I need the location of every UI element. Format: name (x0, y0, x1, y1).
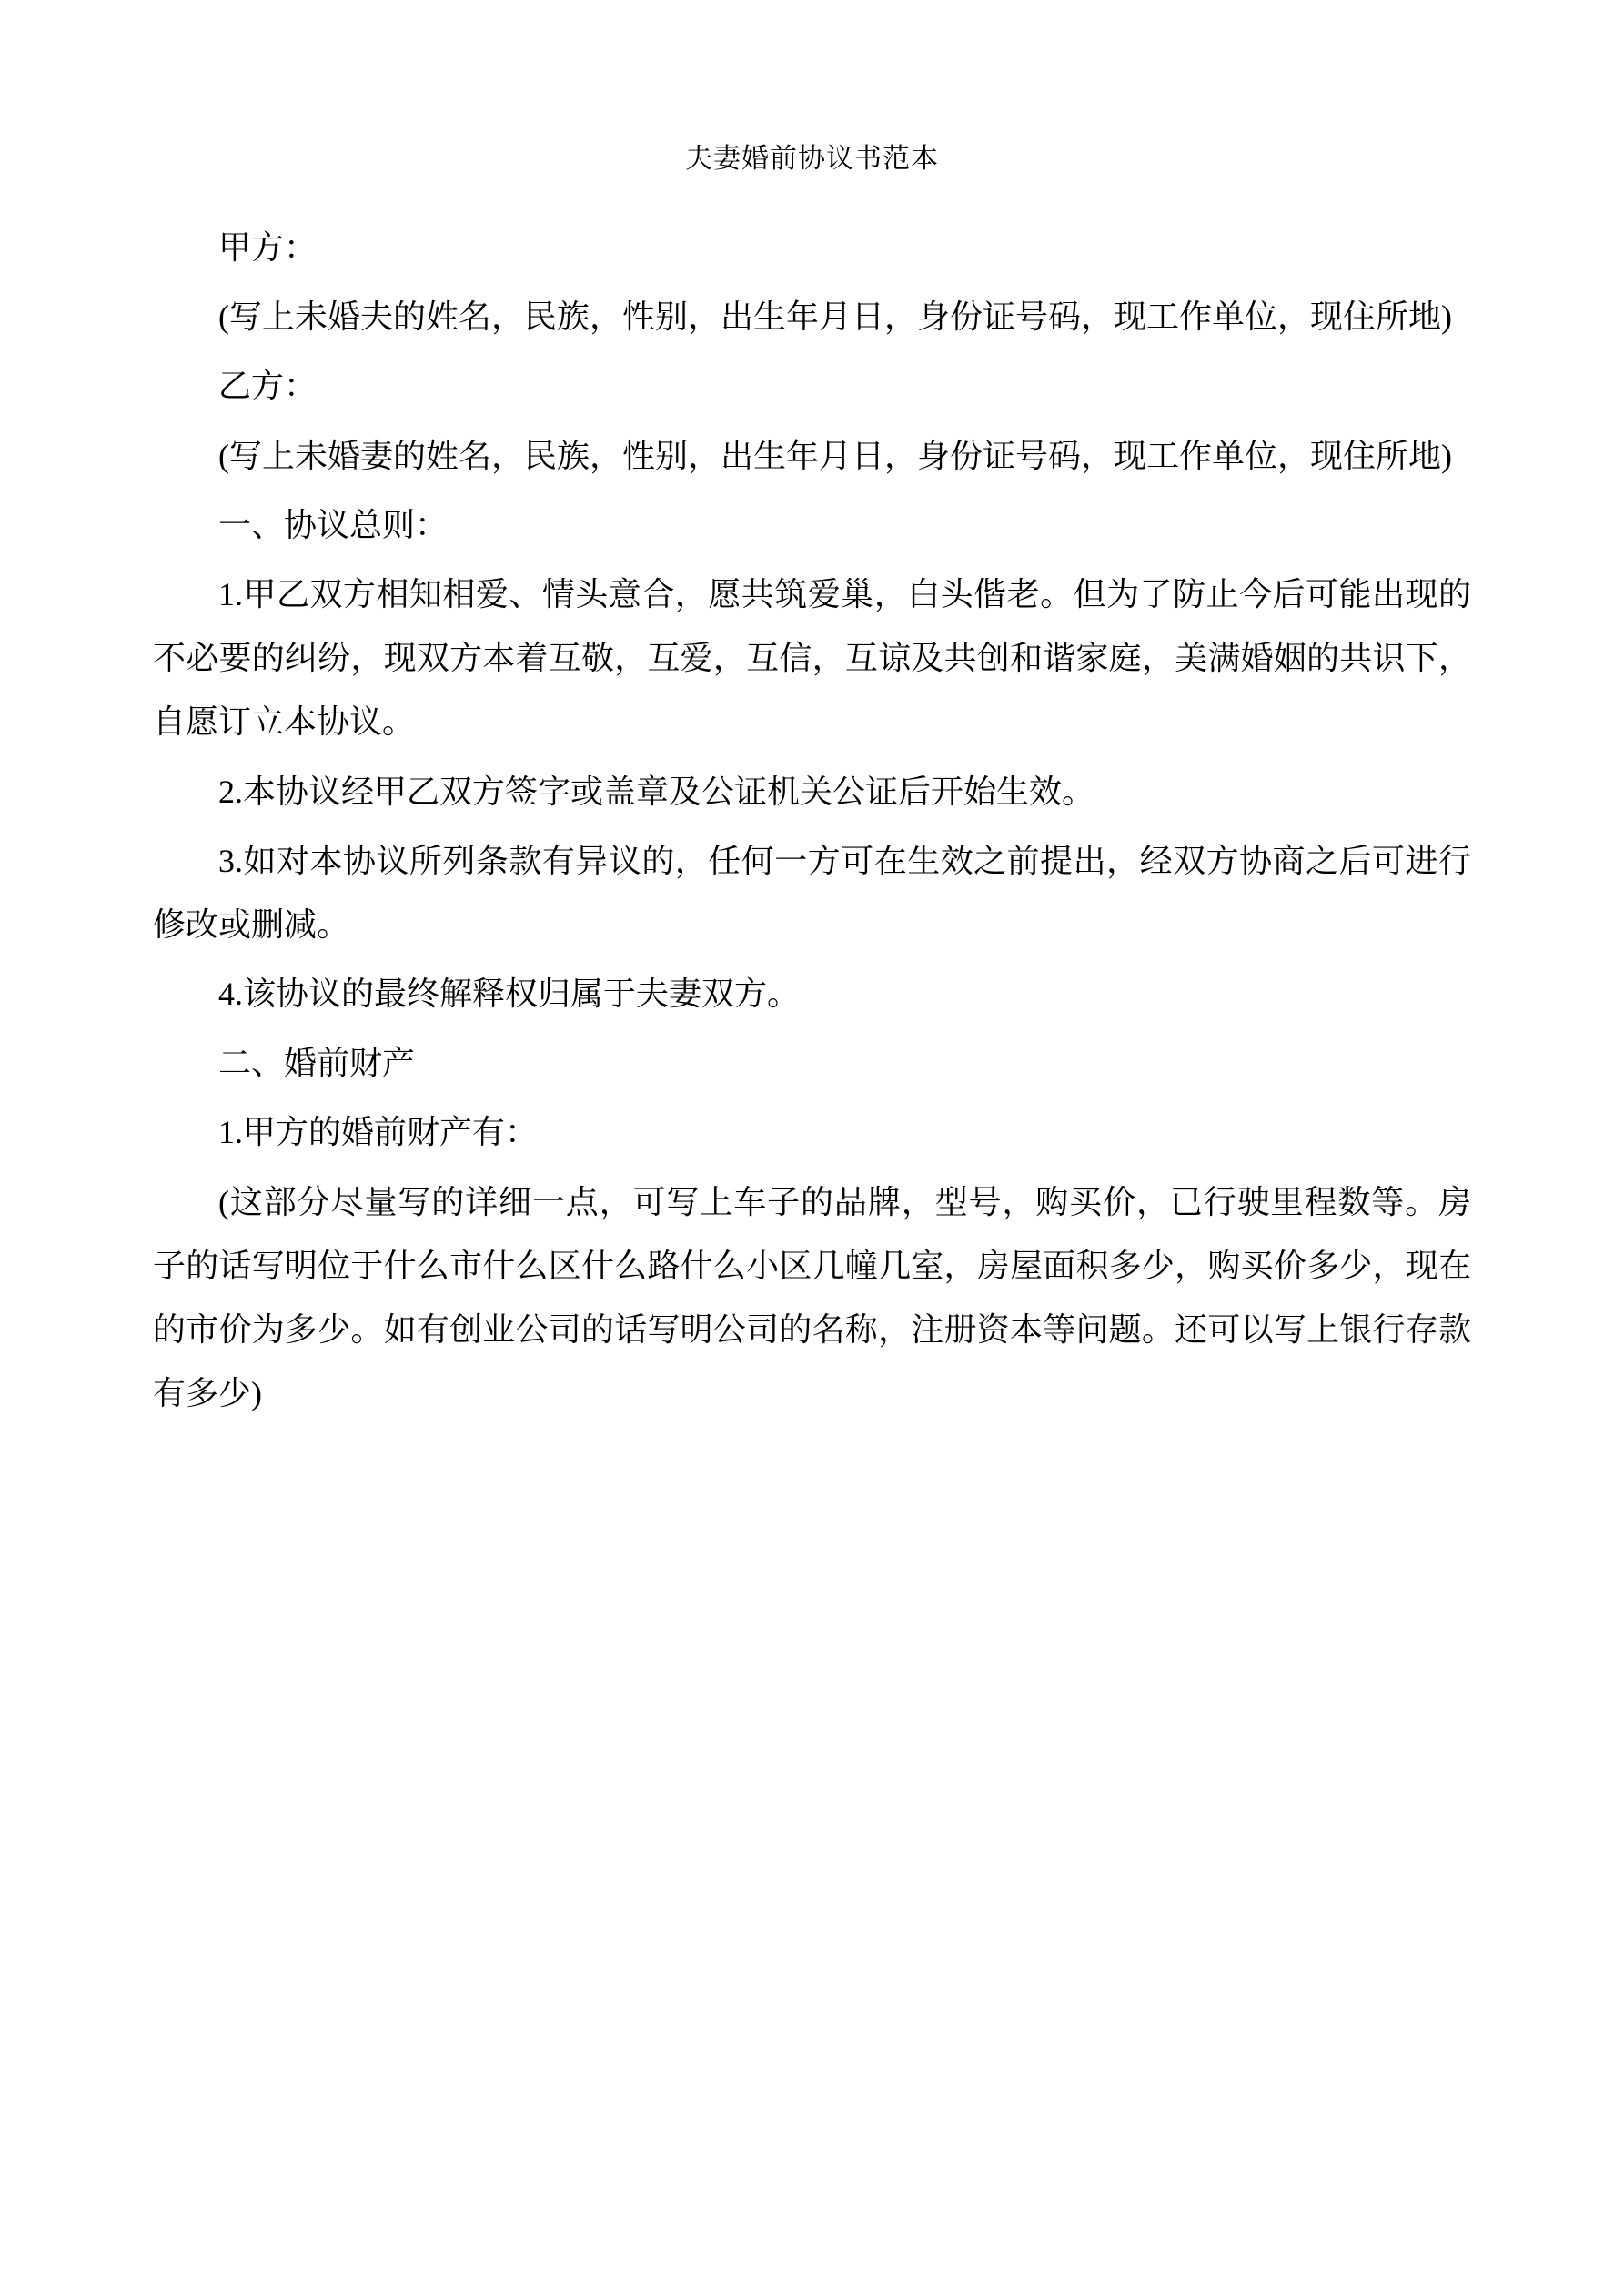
paragraph-clause-2-1: 1.甲方的婚前财产有： (218, 1114, 539, 1151)
paragraph-clause-1-1: 1.甲乙双方相知相爱、情头意合，愿共筑爱巢，白头偕老。但为了防止今后可能出现的不必要的纠纷，现双方本着互敬，互爱，互信，互谅及共创和谐家庭，美满婚姻的共识下，自愿订立本协议。 (153, 575, 1471, 741)
paragraph-clause-1-4: 4.该协议的最终解释权归属于夫妻双方。 (218, 976, 801, 1013)
paragraph-party-a-label: 甲方： (218, 229, 318, 266)
paragraph-party-b-note: (写上未婚妻的姓名，民族，性别，出生年月日，身份证号码，现工作单位，现住所地) (218, 437, 1452, 474)
paragraph-clause-1-2: 2.本协议经甲乙双方签字或盖章及公证机关公证后开始生效。 (218, 773, 1095, 810)
section-heading-premarital-property: 二、婚前财产 (218, 1045, 416, 1082)
paragraph-clause-1-3: 3.如对本协议所列条款有异议的，任何一方可在生效之前提出，经双方协商之后可进行修改或删减。 (153, 842, 1471, 943)
section-heading-general-provisions: 一、协议总则： (218, 506, 449, 543)
page-title: 夫妻婚前协议书范本 (685, 143, 939, 175)
paragraph-party-b-label: 乙方： (218, 368, 318, 405)
paragraph-clause-2-1-note: (这部分尽量写的详细一点，可写上车子的品牌，型号，购买价，已行驶里程数等。房子的话写明位于什么市什么区什么路什么小区几幢几室，房屋面积多少，购买价多少，现在的市价为多少。如有创业公司的话写明公司的名称，注册资本等问题。还可以写上银行存款有多少) (153, 1183, 1471, 1412)
paragraph-party-a-note: (写上未婚夫的姓名，民族，性别，出生年月日，身份证号码，现工作单位，现住所地) (218, 298, 1452, 336)
